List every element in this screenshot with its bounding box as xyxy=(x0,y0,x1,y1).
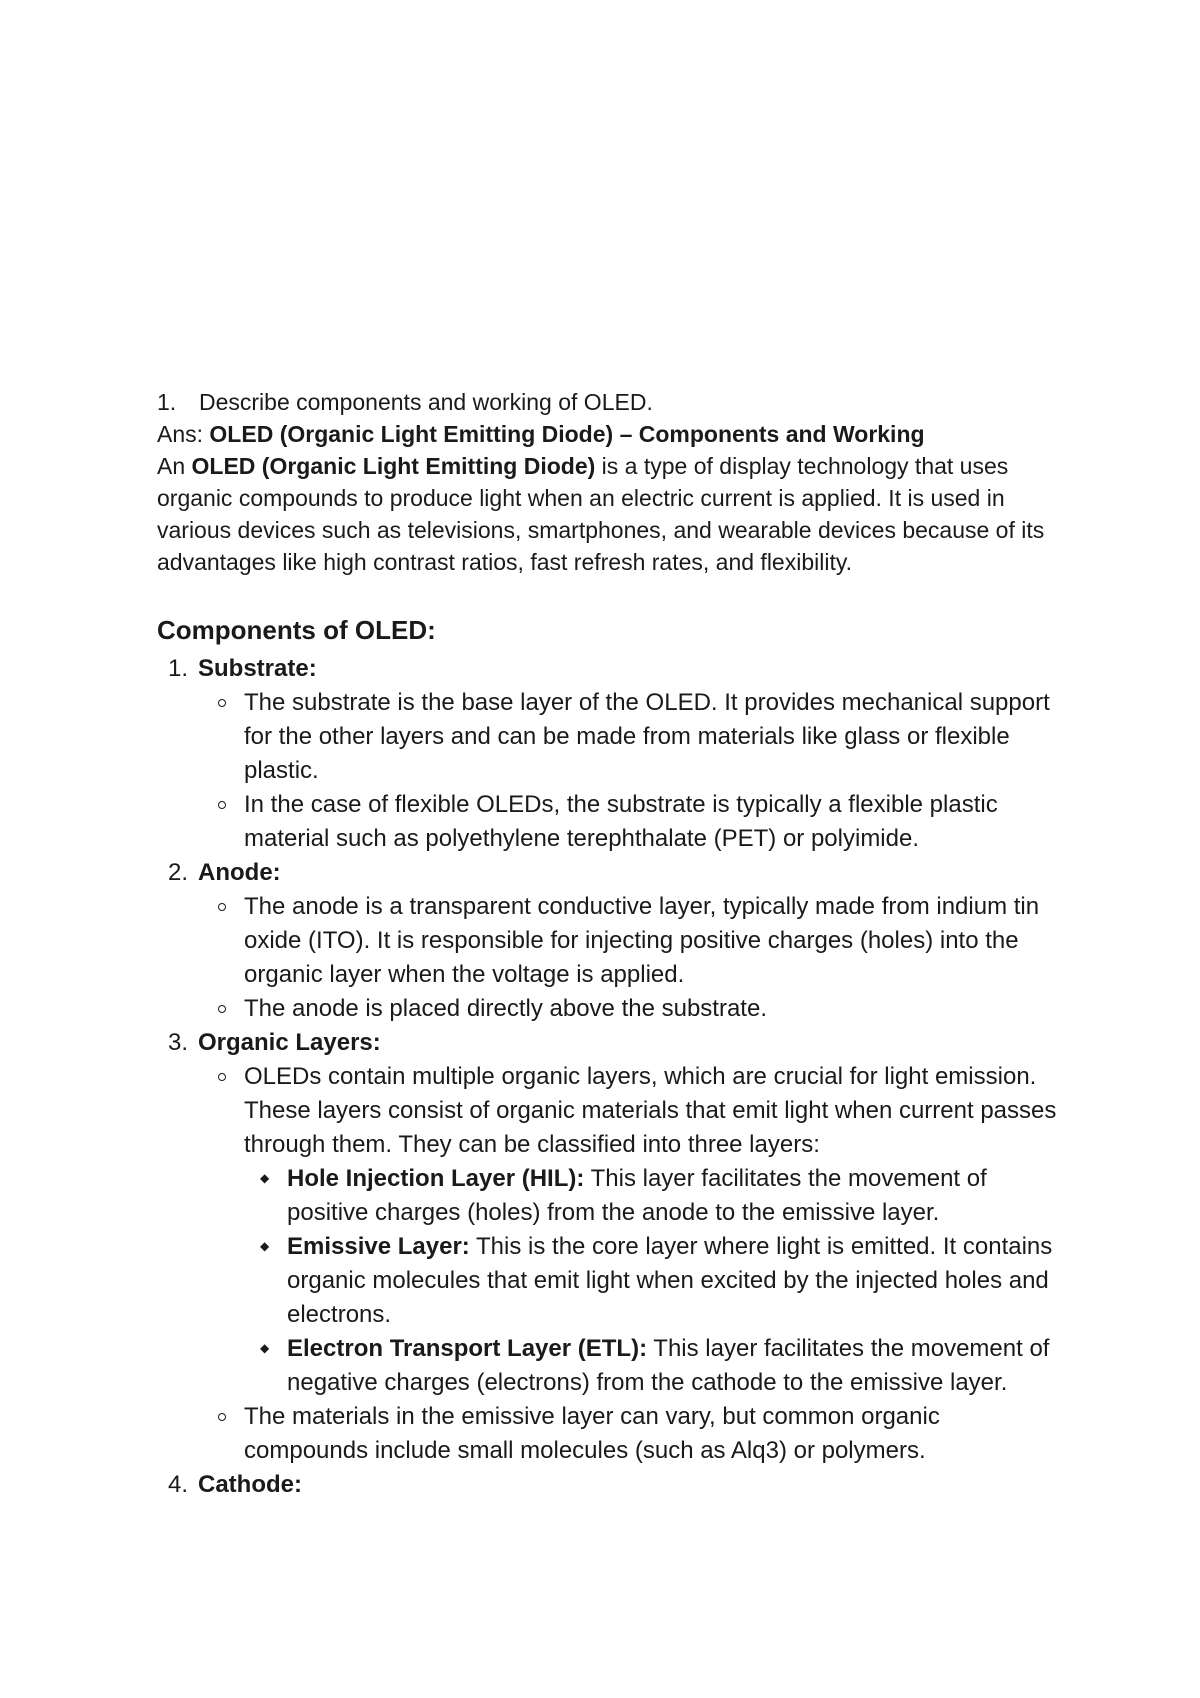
component-heading xyxy=(168,1026,1068,1060)
components-list xyxy=(168,652,1068,1502)
answer-prefix: Ans: xyxy=(157,421,210,447)
point-text: The anode is placed directly above the substrate. xyxy=(244,995,767,1022)
intro-rest: is a type of display technology that uses organic compounds to produce light when an electric current is applied. It is used in various devices such as televisions, smartphones, and wearable devices because of its advantages like high contrast ratios, fast refresh rates, and flexibility. xyxy=(157,453,1045,575)
intro-lead: An xyxy=(157,453,192,479)
organic-layer-item xyxy=(244,1162,1068,1230)
component-points xyxy=(168,1060,1068,1468)
point-text: The anode is a transparent conductive layer, typically made from indium tin oxide (ITO). It is responsible for injecting positive charges (holes) into the organic layer when the voltage is applied. xyxy=(244,893,1040,988)
answer-intro-paragraph xyxy=(157,450,1057,578)
list-item xyxy=(168,1400,1068,1468)
component-number: 1. xyxy=(168,655,189,682)
component-heading xyxy=(168,652,1068,686)
component-number: 3. xyxy=(168,1029,189,1056)
hollow-circle-bullet-icon xyxy=(218,699,226,707)
list-item xyxy=(168,992,1068,1026)
component-item-cathode xyxy=(168,1468,1068,1502)
answer-title: OLED (Organic Light Emitting Diode) – Components and Working xyxy=(209,421,925,447)
component-points xyxy=(168,686,1068,856)
hollow-circle-bullet-icon xyxy=(218,1005,226,1013)
layer-text: This is the core layer where light is emitted. It contains organic molecules that emit light when excited by the injected holes and electrons. xyxy=(287,1233,1053,1328)
point-text: The substrate is the base layer of the OLED. It provides mechanical support for the other layers and can be made from materials like glass or flexible plastic. xyxy=(244,689,1050,784)
intro-bold-term: OLED (Organic Light Emitting Diode) xyxy=(191,453,596,479)
question-number: 1. xyxy=(157,389,177,415)
layer-text: This layer facilitates the movement of negative charges (electrons) from the cathode to the emissive layer. xyxy=(287,1335,1050,1396)
list-item xyxy=(168,686,1068,788)
point-text: OLEDs contain multiple organic layers, which are crucial for light emission. These layers consist of organic materials that emit light when current passes through them. They can be classified into three layers: xyxy=(244,1063,1057,1158)
list-item xyxy=(168,890,1068,992)
component-points xyxy=(168,890,1068,1026)
component-heading xyxy=(168,1468,1068,1502)
component-number: 4. xyxy=(168,1471,189,1498)
components-heading: Components of OLED: xyxy=(157,615,436,645)
organic-layer-item xyxy=(244,1332,1068,1400)
diamond-bullet-icon: ◆ xyxy=(260,1239,270,1253)
answer-title-line xyxy=(157,418,1057,450)
component-title: Substrate: xyxy=(198,655,317,682)
layer-term: Electron Transport Layer (ETL): xyxy=(287,1335,648,1362)
layer-term: Hole Injection Layer (HIL): xyxy=(287,1165,585,1192)
component-heading xyxy=(168,856,1068,890)
question-line xyxy=(157,386,1057,418)
component-title: Cathode: xyxy=(198,1471,302,1498)
point-text: The materials in the emissive layer can vary, but common organic compounds include small molecules (such as Alq3) or polymers. xyxy=(244,1403,940,1464)
diamond-bullet-icon: ◆ xyxy=(260,1341,270,1355)
diamond-bullet-icon: ◆ xyxy=(260,1171,270,1185)
list-item xyxy=(168,788,1068,856)
point-text: In the case of flexible OLEDs, the substrate is typically a flexible plastic material such as polyethylene terephthalate (PET) or polyimide. xyxy=(244,791,998,852)
hollow-circle-bullet-icon xyxy=(218,801,226,809)
component-item-anode xyxy=(168,856,1068,1026)
component-number: 2. xyxy=(168,859,189,886)
organic-layer-list xyxy=(244,1162,1068,1400)
component-item-organic-layers xyxy=(168,1026,1068,1468)
hollow-circle-bullet-icon xyxy=(218,903,226,911)
list-item xyxy=(168,1060,1068,1400)
component-title: Anode: xyxy=(198,859,281,886)
hollow-circle-bullet-icon xyxy=(218,1413,226,1421)
hollow-circle-bullet-icon xyxy=(218,1073,226,1081)
layer-text: This layer facilitates the movement of positive charges (holes) from the anode to the emissive layer. xyxy=(287,1165,987,1226)
component-item-substrate xyxy=(168,652,1068,856)
question-block xyxy=(157,386,1057,578)
organic-layer-item xyxy=(244,1230,1068,1332)
layer-term: Emissive Layer: xyxy=(287,1233,470,1260)
question-text: Describe components and working of OLED. xyxy=(199,389,653,415)
component-title: Organic Layers: xyxy=(198,1029,381,1056)
